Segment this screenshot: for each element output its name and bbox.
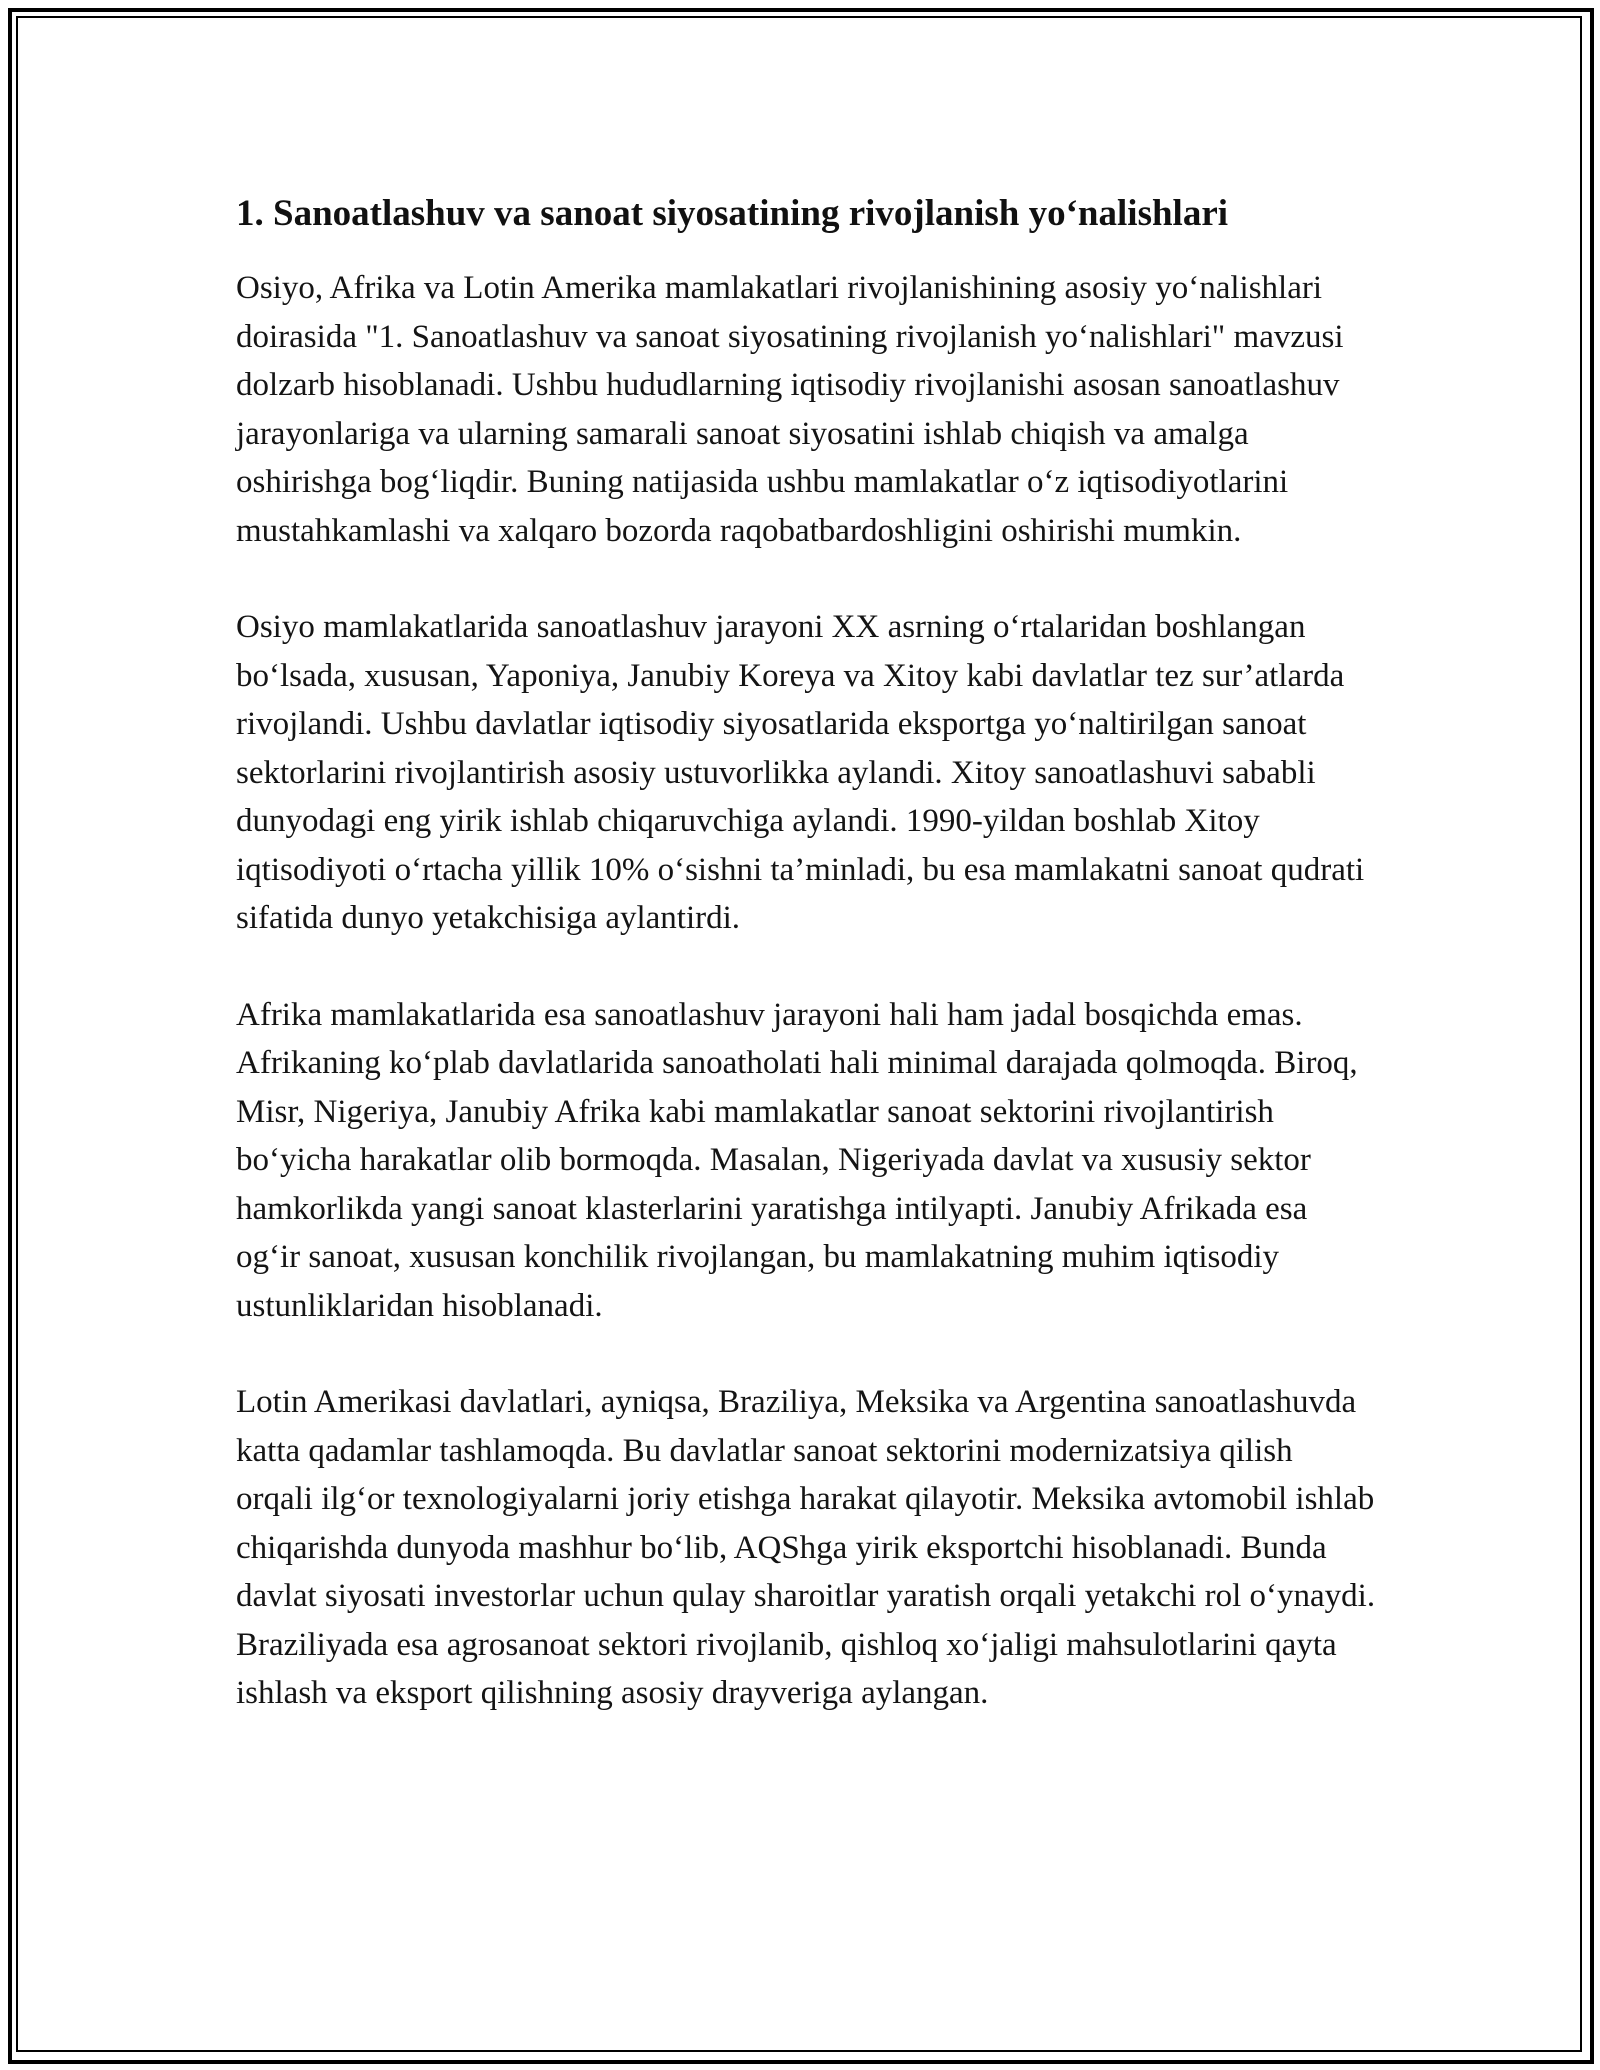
paragraph-3: Afrika mamlakatlarida esa sanoatlashuv jarayoni hali ham jadal bosqichda emas. Afrikaning ko‘plab davlatlarida sanoatholati hali minimal darajada qolmoqda. Biroq, Misr, Nigeriya, Janubiy Afrika kabi mamlakatlar sanoat sektorini rivojlantirish bo‘yicha harakatlar olib bormoqda. Masalan, Nigeriyada davlat va xususiy sektor hamkorlikda yangi sanoat klasterlarini yaratishga intilyapti. Janubiy Afrikada esa og‘ir sanoat, xususan konchilik rivojlangan, bu mamlakatning muhim iqtisodiy ustunliklaridan hisoblanadi. [236,996,1358,1324]
paragraph-1: Osiyo, Afrika va Lotin Amerika mamlakatlari rivojlanishining asosiy yo‘nalishlari doirasida "1. Sanoatlashuv va sanoat siyosatining rivojlanish yo‘nalishlari" mavzusi dolzarb hisoblanadi. Ushbu hududlarning iqtisodiy rivojlanishi asosan sanoatlashuv jarayonlariga va ularning samarali sanoat siyosatini ishlab chiqish va amalga oshirishga bog‘liqdir. Buning natijasida ushbu mamlakatlar o‘z iqtisodiyotlarini mustahkamlashi va xalqaro bozorda raqobatbardoshligini oshirishi mumkin. [236,270,1344,549]
paragraph-4: Lotin Amerikasi davlatlari, ayniqsa, Braziliya, Meksika va Argentina sanoatlashuvda katta qadamlar tashlamoqda. Bu davlatlar sanoat sektorini modernizatsiya qilish orqali ilg‘or texnologiyalarni joriy etishga harakat qilayotir. Meksika avtomobil ishlab chiqarishda dunyoda mashhur bo‘lib, AQShga yirik eksportchi hisoblanadi. Bunda davlat siyosati investorlar uchun qulay sharoitlar yaratish orqali yetakchi rol o‘ynaydi. Braziliyada esa agrosanoat sektori rivojlanib, qishloq xo‘jaligi mahsulotlarini qayta ishlash va eksport qilishning asosiy drayveriga aylangan. [236,1384,1376,1711]
paragraph-2: Osiyo mamlakatlarida sanoatlashuv jarayoni XX asrning o‘rtalaridan boshlangan bo‘lsada, xususan, Yaponiya, Janubiy Koreya va Xitoy kabi davlatlar tez sur’atlarda rivojlandi. Ushbu davlatlar iqtisodiy siyosatlarida eksportga yo‘naltirilgan sanoat sektorlarini rivojlantirish asosiy ustuvorlikka aylandi. Xitoy sanoatlashuvi sababli dunyodagi eng yirik ishlab chiqaruvchiga aylandi. 1990-yildan boshlab Xitoy iqtisodiyoti o‘rtacha yillik 10% o‘sishni ta’minladi, bu esa mamlakatni sanoat qudrati sifatida dunyo yetakchisiga aylantirdi. [236,609,1365,936]
document-body [236,186,1376,1766]
page-title: 1. Sanoatlashuv va sanoat siyosatining rivojlanish yo‘nalishlari [236,193,1229,234]
